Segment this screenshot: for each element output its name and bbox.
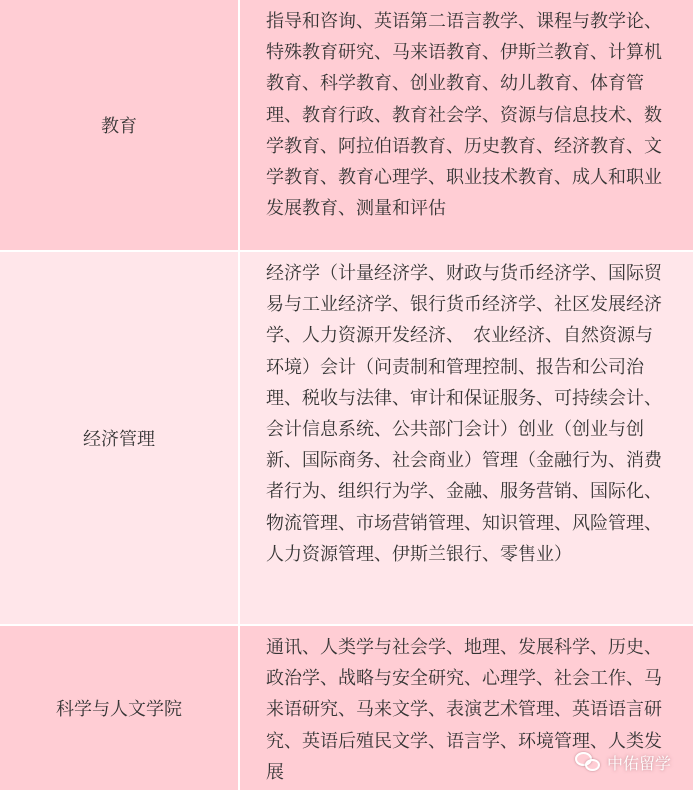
category-cell: 科学与人文学院 [0,626,240,790]
subjects-cell: 指导和咨询、英语第二语言教学、课程与教学论、特殊教育研究、马来语教育、伊斯兰教育、计算机教育、科学教育、创业教育、幼儿教育、体育管理、教育行政、教育社会学、资源与信息技术、数学教育、阿拉伯语教育、历史教育、经济教育、文学教育、教育心理学、职业技术教育、成人和职业发展教育、测量和评估 [240,0,693,250]
subjects-cell: 经济学（计量经济学、财政与货币经济学、国际贸易与工业经济学、银行货币经济学、社区发展经济学、人力资源开发经济、 农业经济、自然资源与环境）会计（问责制和管理控制、报告和公司治理、税收与法律、审计和保证服务、可持续会计、会计信息系统、公共部门会计）创业（创业与创新、国际商务、社会商业）管理（金融行为、消费者行为、组织行为学、金融、服务营销、国际化、物流管理、市场营销管理、知识管理、风险管理、人力资源管理、伊斯兰银行、零售业） [240,252,693,624]
category-cell: 教育 [0,0,240,250]
wechat-icon [575,752,601,774]
watermark [575,751,671,774]
subjects-cell: 通讯、人类学与社会学、地理、发展科学、历史、政治学、战略与安全研究、心理学、社会工作、马来语研究、马来文学、表演艺术管理、英语语言研究、英语后殖民文学、语言学、环境管理、人类发展 [240,626,693,790]
table-row [0,0,693,252]
category-cell: 经济管理 [0,252,240,624]
table-row [0,252,693,626]
watermark-text: 中佑留学 [606,754,671,773]
